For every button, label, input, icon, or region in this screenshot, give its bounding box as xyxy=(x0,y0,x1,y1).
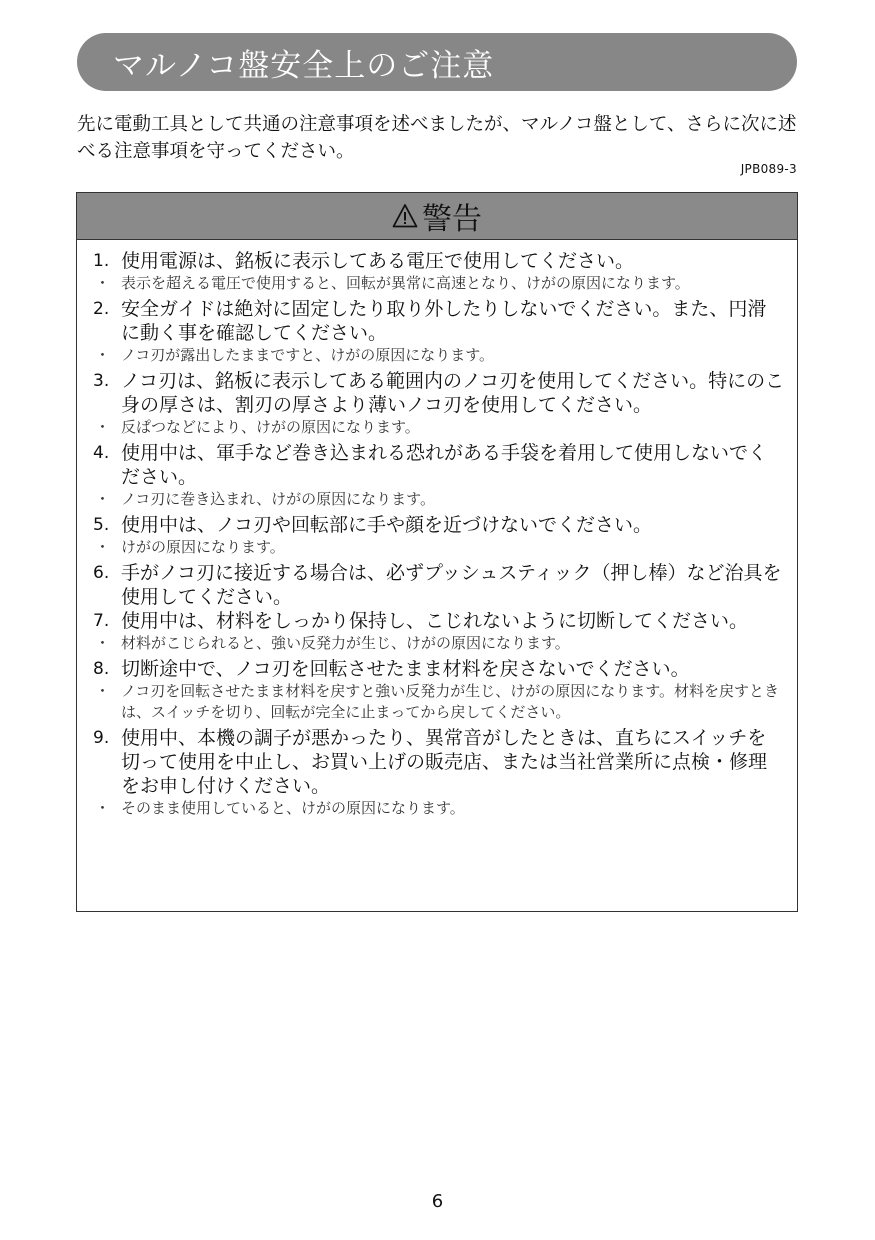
warning-item-note xyxy=(77,633,797,654)
warning-item-note-text: けがの原因になります。 xyxy=(121,538,285,556)
warning-label: 警告 xyxy=(422,202,482,237)
warning-item-number: 2. xyxy=(93,299,110,319)
warning-item-number: 1. xyxy=(93,251,110,271)
warning-item-main xyxy=(77,513,797,537)
note-bullet: ・ xyxy=(95,490,111,508)
page-title: マルノコ盤安全上のご注意 xyxy=(113,47,495,84)
warning-item xyxy=(77,369,797,438)
warning-item xyxy=(77,513,797,558)
warning-item xyxy=(77,561,797,609)
warning-item-text: 安全ガイドは絶対に固定したり取り外したりしないでください。また、円滑に動く事を確認してください。 xyxy=(121,298,767,344)
warning-item-note-text: ノコ刃を回転させたまま材料を戻すと強い反発力が生じ、けがの原因になります。材料を戻すときは、スイッチを切り、回転が完全に止まってから戻してください。 xyxy=(121,682,780,721)
warning-item-number: 4. xyxy=(93,443,110,463)
warning-item-main xyxy=(77,297,797,345)
warning-item-main xyxy=(77,726,797,798)
warning-item xyxy=(77,657,797,723)
note-bullet: ・ xyxy=(95,682,111,700)
warning-item-note xyxy=(77,798,797,819)
warning-item-note-text: 表示を超える電圧で使用すると、回転が異常に高速となり、けがの原因になります。 xyxy=(121,274,690,292)
section-title-bar xyxy=(77,33,797,91)
warning-item xyxy=(77,609,797,654)
warning-item-note-text: 材料がこじられると、強い反発力が生じ、けがの原因になります。 xyxy=(121,634,570,652)
warning-item-text: 使用中は、材料をしっかり保持し、こじれないように切断してください。 xyxy=(121,610,749,632)
warning-item-note xyxy=(77,681,797,723)
warning-item-number: 8. xyxy=(93,659,110,679)
warning-item-note xyxy=(77,273,797,294)
page-number: 6 xyxy=(431,1191,444,1212)
warning-item-text: 使用中は、軍手など巻き込まれる恐れがある手袋を着用して使用しないでください。 xyxy=(121,442,768,488)
warning-item-main xyxy=(77,561,797,609)
note-bullet: ・ xyxy=(95,634,111,652)
warning-item-note-text: ノコ刃に巻き込まれ、けがの原因になります。 xyxy=(121,490,435,508)
intro-paragraph: 先に電動工具として共通の注意事項を述べましたが、マルノコ盤として、さらに次に述べる注意事項を守ってください。 xyxy=(77,114,797,162)
warning-item-number: 3. xyxy=(93,371,110,391)
warning-header xyxy=(77,193,797,240)
warning-item-number: 7. xyxy=(93,611,110,631)
warning-item-note xyxy=(77,489,797,510)
warning-item-text: 手がノコ刃に接近する場合は、必ずプッシュスティック（押し棒）など治具を使用してください。 xyxy=(121,562,782,608)
warning-item-main xyxy=(77,657,797,681)
warning-item-main xyxy=(77,441,797,489)
note-bullet: ・ xyxy=(95,418,111,436)
warning-item xyxy=(77,441,797,510)
warning-item-number: 5. xyxy=(93,515,110,535)
note-bullet: ・ xyxy=(95,538,111,556)
warning-list xyxy=(77,240,797,819)
note-bullet: ・ xyxy=(95,346,111,364)
warning-item-note-text: 反ぱつなどにより、けがの原因になります。 xyxy=(121,418,420,436)
warning-item-text: 使用中は、ノコ刃や回転部に手や顔を近づけないでください。 xyxy=(121,514,653,536)
warning-item-text: 切断途中で、ノコ刃を回転させたまま材料を戻さないでください。 xyxy=(121,658,690,680)
warning-item xyxy=(77,249,797,294)
warning-triangle-icon xyxy=(392,203,418,229)
warning-item-number: 6. xyxy=(93,563,110,583)
document-code: JPB089-3 xyxy=(740,162,797,176)
warning-item-main xyxy=(77,249,797,273)
warning-item-note xyxy=(77,417,797,438)
warning-item-note xyxy=(77,537,797,558)
warning-item-text: ノコ刃は、銘板に表示してある範囲内のノコ刃を使用してください。特にのこ身の厚さは、割刃の厚さより薄いノコ刃を使用してください。 xyxy=(121,370,785,416)
warning-item-main xyxy=(77,369,797,417)
warning-item xyxy=(77,297,797,366)
note-bullet: ・ xyxy=(95,799,111,817)
warning-item-text: 使用電源は、銘板に表示してある電圧で使用してください。 xyxy=(121,250,635,272)
warning-item-main xyxy=(77,609,797,633)
note-bullet: ・ xyxy=(95,274,111,292)
warning-item-note-text: そのまま使用していると、けがの原因になります。 xyxy=(121,799,465,817)
warning-item xyxy=(77,726,797,819)
warning-item-text: 使用中、本機の調子が悪かったり、異常音がしたときは、直ちにスイッチを切って使用を中止し、お買い上げの販売店、または当社営業所に点検・修理をお申し付けください。 xyxy=(121,727,768,797)
warning-item-note xyxy=(77,345,797,366)
warning-item-number: 9. xyxy=(93,728,110,748)
warning-item-note-text: ノコ刃が露出したままですと、けがの原因になります。 xyxy=(121,346,495,364)
warning-box xyxy=(76,192,798,912)
